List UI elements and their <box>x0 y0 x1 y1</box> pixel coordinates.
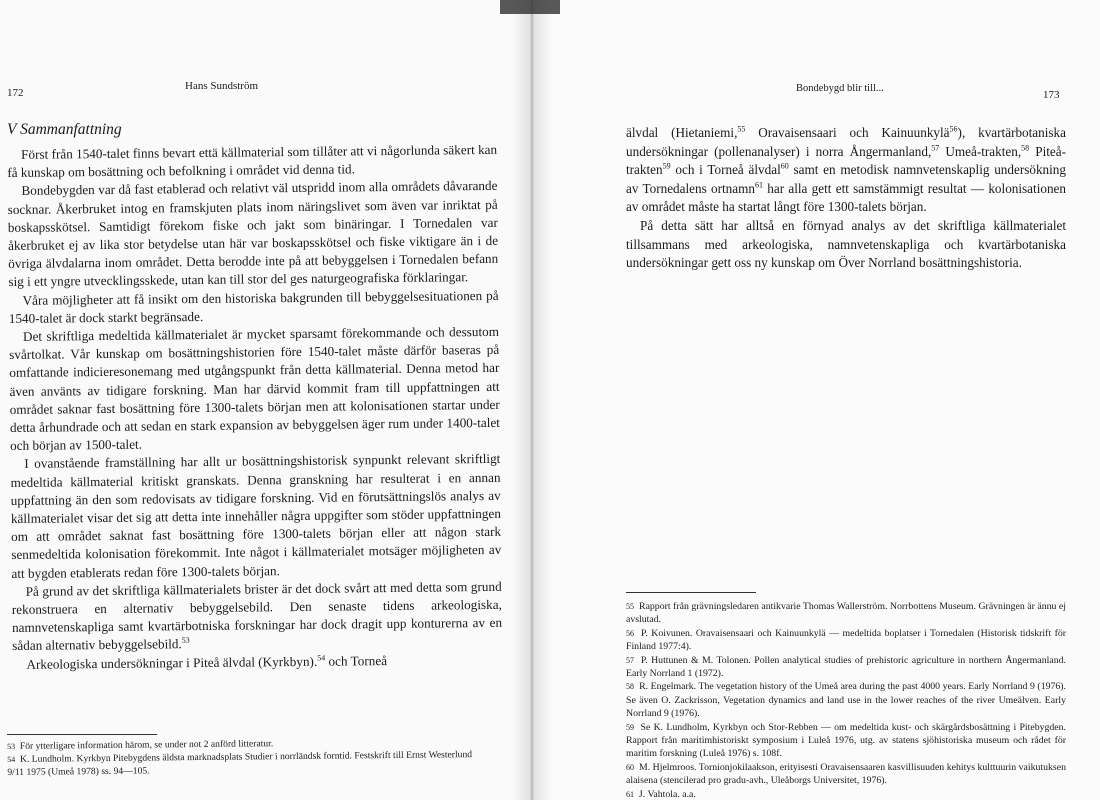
footnote-number: 61 <box>626 789 634 799</box>
footnote-text: P. Huttunen & M. Tolonen. Pollen analytical studies of prehistoric agriculture in northern Ångermanland. Early Norrland 1 (1972). <box>626 654 1066 680</box>
footnote-number: 54 <box>7 754 16 764</box>
paragraph: Våra möjligheter att få insikt om den historiska bakgrunden till bebyggelsesituationen på 1540-talet är dock starkt begränsade. <box>8 287 499 326</box>
paragraph: I ovanstående framställning har allt ur bosättningshistorisk synpunkt relevant skriftligt medeltida källmaterial kritiskt granskats. Denna granskning har resulterat i en annan uppfattning än den som redovisats av tidigare forskning. Vid en förutsättningslös analys av källmaterialet visar det sig att detta inte innehåller några uppgifter som stöder uppfattningen om att området saknat fast bosättning före 1300-talets början eller att någon stark senmedeltida kolonisation förekommit. Inte något i källmaterialet motsäger möjligheten av att bygden etablerats redan före 1300-talets början. <box>10 451 502 581</box>
footnote <box>626 788 1066 800</box>
paragraph: På detta sätt har alltså en förnyad analys av det skriftliga källmaterialet tillsammans med arkeologiska, namnvetenskapliga och kvartärbotaniska undersökningar gett oss ny kunskap om Över Norrland bosättningshistoria. <box>626 217 1066 271</box>
footnote <box>626 654 1066 681</box>
paragraph-text: och Torneå <box>325 652 388 669</box>
paragraph-text: På grund av det skriftliga källmaterialets brister är det dock svårt att med detta som grund rekonstruera en alternativ bebyggelsebild. Den senaste tidens arkeologiska, namnvetenskapliga samt kvartärbotniska forskningar har dock dragit upp konturerna av en sådan alternativ bebyggelsebild. <box>11 578 503 654</box>
footnote-ref: 61 <box>754 180 763 190</box>
footnote <box>626 680 1066 720</box>
footnote-ref: 54 <box>317 652 326 663</box>
running-head: Hans Sundström <box>185 80 259 92</box>
paragraph-text: Umeå-trakten, <box>939 143 1022 159</box>
binding-shadow <box>500 0 560 14</box>
footnote <box>626 761 1066 788</box>
page-number: 173 <box>1043 89 1060 101</box>
footnote-number: 53 <box>7 741 16 751</box>
paragraph: Bondebygden var då fast etablerad och relativt väl utspridd inom alla områdets dåvarande socknar. Åkerbruket intog en framskjuten plats inom näringslivet som även var inriktat på boskapsskötsel. Samtidigt förekom fiske och jakt som binäringar. I Tornedalen var åkerbruket ej av lika stor betydelse utan här var boskapsskötsel och fiske viktigare än i de övriga älvdalarna inom området. Detta berodde inte på att bebyggelsen i Tornedalen befann sig i ett yngre utvecklingsskede, utan kan till stor del ges naturgeografiska förklaringar. <box>7 178 499 290</box>
footnote-ref: 57 <box>931 143 940 153</box>
paragraph-text: och i Torneå älvdal <box>670 162 781 178</box>
footnote-ref: 59 <box>662 161 671 171</box>
footnote-number: 56 <box>626 628 634 638</box>
left-page <box>0 0 528 800</box>
footnote-ref: 56 <box>949 124 958 134</box>
body-text <box>626 124 1066 273</box>
footnote <box>626 600 1066 627</box>
footnote-ref: 58 <box>1021 143 1030 153</box>
footnote-divider <box>7 734 157 735</box>
footnote-text: För ytterligare information härom, se under not 2 anförd litteratur. <box>19 738 274 752</box>
footnote <box>626 721 1066 761</box>
paragraph-text: har alla gett ett samstämmigt resultat — kolonisationen av området måste ha startat långt före 1300-talets början. <box>626 180 1066 215</box>
footnote-text: Rapport från grävningsledaren antikvarie Thomas Wallerström. Norrbottens Museum. Grävningen är ännu ej avslutad. <box>626 601 1066 626</box>
paragraph <box>626 124 1066 217</box>
footnote-ref: 60 <box>780 161 789 171</box>
paragraph: Det skriftliga medeltida källmaterialet är mycket sparsamt förekommande och dessutom svårtolkat. Vår kunskap om bosättningshistorien före 1540-talet måste därför baseras på omfattande indicieresonemang med utgångspunkt från detta källmaterial. Denna metod har även använts av tidigare forskning. Man har därvid kommit fram till uppfattningen att området saknar fast bosättning före 1300-talets början men att kolonisationen startar under detta århundrade och att sedan en stark expansion av bebyggelsen äger rum under 1400-talet och början av 1500-talet. <box>9 323 500 454</box>
paragraph <box>12 578 503 656</box>
footnote-text: R. Engelmark. The vegetation history of the Umeå area during the past 4000 years. Early Norrland 9 (1976). Se även O. Zackrisson, Vegetation dynamics and land use in the lower reaches of the river Umeälven. Early Norrland 9 (1976). <box>626 681 1066 720</box>
footnote-text: J. Vahtola. a.a. <box>638 788 696 800</box>
paragraph-text: Oravaisensaari och Kainuunkylä <box>745 125 950 140</box>
running-head: Bondebygd blir till... <box>796 83 884 94</box>
footnote-divider <box>626 592 756 593</box>
paragraph-text: Piteå-trakten <box>626 143 1066 178</box>
footnote-ref: 55 <box>737 124 746 134</box>
footnote-text: Se K. Lundholm, Kyrkbyn och Stor-Rebben — om medeltida kust- och skärgårdsbosättning i Pitebygden. Rapport från maritimhistoriskt symposium i Luleå 1976, utg. av statens sjöhistoriska museum och rådet för maritim forskning (Luleå 1976) s. 108f. <box>626 721 1066 760</box>
paragraph: Först från 1540-talet finns bevart että källmaterial som tillåter att vi någorlunda säkert kan få kunskap om bosättning och befolkning i området vid denna tid. <box>7 141 498 181</box>
footnote <box>7 748 477 779</box>
footnote <box>626 627 1066 654</box>
footnote-number: 60 <box>626 762 634 772</box>
body-text <box>7 141 503 674</box>
footnote-number: 55 <box>626 602 634 611</box>
footnote-text: M. Hjelmroos. Tornionjokilaakson, erityisesti Oravaisensaaren kasvillisuuden kehitys kulttuurin vaikutuksen alaisena (stencilerad pro gradu-avh., Uleåborgs Universitet, 1976). <box>626 761 1066 787</box>
paragraph-text: ), kvartärbotaniska undersökningar (pollenanalyser) i norra Ångermanland, <box>626 125 1066 159</box>
footnote-number: 57 <box>626 655 634 665</box>
footnote-text: P. Koivunen. Oravaisensaari och Kainuunkylä — medeltida boplatser i Tornedalen (Historisk tidskrift för Finland 1977:4). <box>626 627 1067 653</box>
footnote-text: K. Lundholm. Kyrkbyn Pitebygdens äldsta marknadsplats Studier i norrländsk forntid. Festskrift till Ernst Westerlund 9/11 1975 (Umeå 1978) ss. 94—105. <box>7 749 473 778</box>
paragraph-text: samt en metodisk namnvetenskaplig undersökning av Tornedalens ortnamn <box>626 162 1066 196</box>
section-heading: V Sammanfattning <box>7 121 122 138</box>
paragraph-text: Arkeologiska undersökningar i Piteå älvdal (Kyrkbyn). <box>26 653 318 672</box>
footnotes <box>626 600 1066 800</box>
footnote-number: 59 <box>626 722 634 732</box>
footnotes <box>7 735 477 779</box>
footnote-ref: 53 <box>181 636 190 646</box>
page-number: 172 <box>7 87 24 99</box>
paragraph-text: älvdal (Hietaniemi, <box>626 125 738 140</box>
right-page <box>528 0 1100 800</box>
footnote-number: 58 <box>626 682 634 692</box>
